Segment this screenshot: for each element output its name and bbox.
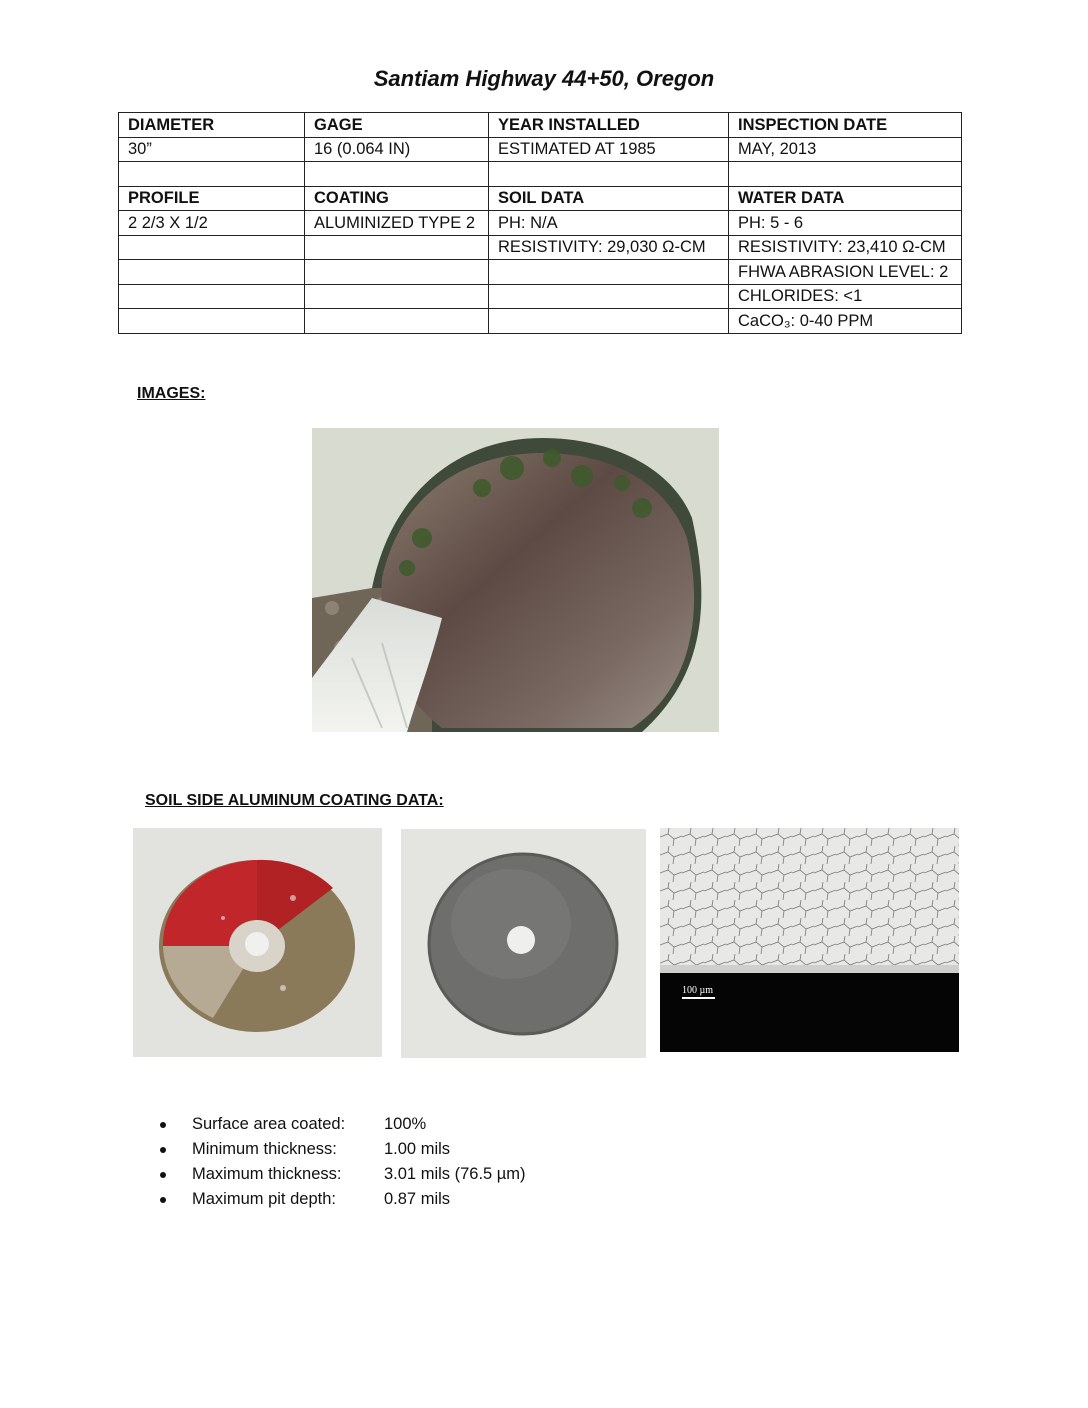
table-cell: YEAR INSTALLED — [489, 113, 729, 138]
table-cell — [305, 235, 489, 260]
table-cell: ALUMINIZED TYPE 2 — [305, 211, 489, 236]
table-cell: SOIL DATA — [489, 186, 729, 211]
stat-value: 3.01 mils (76.5 µm) — [384, 1165, 526, 1183]
table-cell: RESISTIVITY: 23,410 Ω-CM — [729, 235, 962, 260]
table-row — [119, 284, 962, 309]
bullet-icon — [160, 1147, 166, 1153]
stat-label: Minimum thickness: — [192, 1140, 337, 1158]
table-cell: FHWA ABRASION LEVEL: 2 — [729, 260, 962, 285]
table-header-row — [119, 113, 962, 138]
table-row — [119, 235, 962, 260]
stat-label: Surface area coated: — [192, 1115, 346, 1133]
table-cell — [489, 260, 729, 285]
cross-section-micrograph — [660, 828, 959, 1052]
table-cell — [119, 284, 305, 309]
table-cell: PH: N/A — [489, 211, 729, 236]
stat-label: Maximum pit depth: — [192, 1190, 336, 1208]
table-cell — [119, 260, 305, 285]
images-heading: IMAGES: — [137, 385, 206, 402]
table-cell — [489, 309, 729, 334]
table-cell: PH: 5 - 6 — [729, 211, 962, 236]
scale-bar-label: 100 µm — [682, 985, 714, 996]
table-cell — [305, 309, 489, 334]
table-row — [119, 137, 962, 162]
table-cell: 16 (0.064 IN) — [305, 137, 489, 162]
table-cell: 30” — [119, 137, 305, 162]
table-row — [119, 309, 962, 334]
table-cell — [305, 284, 489, 309]
table-cell: DIAMETER — [119, 113, 305, 138]
table-cell — [489, 162, 729, 187]
bullet-icon — [160, 1197, 166, 1203]
table-cell — [305, 162, 489, 187]
table-row — [119, 260, 962, 285]
gray-coupon-photo — [401, 829, 646, 1058]
coating-heading: SOIL SIDE ALUMINUM COATING DATA: — [145, 792, 444, 809]
table-cell — [119, 235, 305, 260]
table-cell: GAGE — [305, 113, 489, 138]
culvert-outlet-photo — [312, 428, 719, 732]
table-cell — [489, 284, 729, 309]
table-cell: CaCO₃: 0-40 PPM — [729, 309, 962, 334]
stat-value: 1.00 mils — [384, 1140, 451, 1158]
table-cell: PROFILE — [119, 186, 305, 211]
table-cell — [119, 162, 305, 187]
page-title: Santiam Highway 44+50, Oregon — [373, 66, 715, 91]
table-cell — [729, 162, 962, 187]
table-cell: COATING — [305, 186, 489, 211]
table-cell — [119, 309, 305, 334]
stat-label: Maximum thickness: — [192, 1165, 342, 1183]
table-cell: 2 2/3 X 1/2 — [119, 211, 305, 236]
table-cell: ESTIMATED AT 1985 — [489, 137, 729, 162]
table-cell: CHLORIDES: <1 — [729, 284, 962, 309]
table-row — [119, 211, 962, 236]
table-cell: RESISTIVITY: 29,030 Ω-CM — [489, 235, 729, 260]
red-coupon-photo — [133, 828, 382, 1057]
stat-value: 0.87 mils — [384, 1190, 451, 1208]
table-cell: WATER DATA — [729, 186, 962, 211]
pipe-info-table — [118, 112, 962, 334]
bullet-icon — [160, 1122, 166, 1128]
table-cell: MAY, 2013 — [729, 137, 962, 162]
stat-value: 100% — [384, 1115, 427, 1133]
table-cell: INSPECTION DATE — [729, 113, 962, 138]
table-row — [119, 162, 962, 187]
bullet-icon — [160, 1172, 166, 1178]
table-header-row — [119, 186, 962, 211]
table-cell — [305, 260, 489, 285]
